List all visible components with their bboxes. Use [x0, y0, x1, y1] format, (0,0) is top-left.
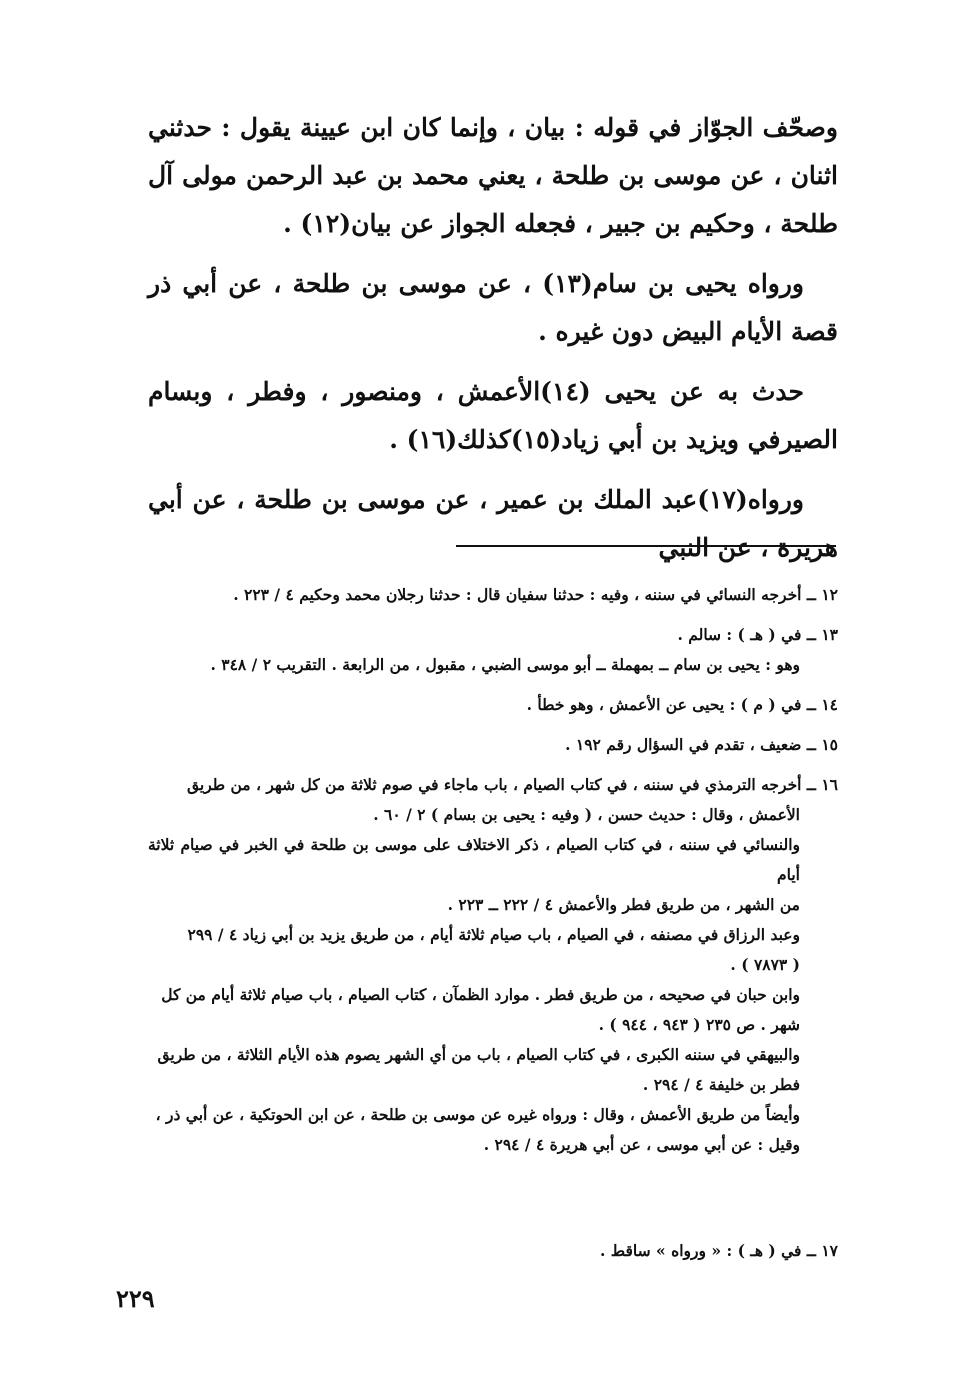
footnote-line: من الشهر ، من طريق فطر والأعمش ٤ / ٢٢٢ ــ ٢٢٣ . — [447, 895, 800, 914]
footnote-line: وقيل : عن أبي موسى ، عن أبي هريرة ٤ / ٢٩٤ . — [483, 1135, 800, 1154]
footnote-line: والبيهقي في سننه الكبرى ، في كتاب الصيام ، باب من أي الشهر يصوم هذه الأيام الثلاثة ، من طريق — [157, 1045, 800, 1064]
main-paragraph: ورواه(١٧)عبد الملك بن عمير ، عن موسى بن طلحة ، عن أبي هريرة ، عن النبي — [148, 485, 838, 562]
footnote-line: ( ٧٨٧٣ ) . — [730, 955, 800, 974]
footnote-line: ١٧ ــ في ( هـ ) : « ورواه » ساقط . — [599, 1241, 838, 1260]
footnote-line: وأيضاً من طريق الأعمش ، وقال : ورواه غيره عن موسى بن طلحة ، عن ابن الحوتكية ، عن أبي ذر ، — [155, 1105, 800, 1124]
footnote-line: ١٦ ــ أخرجه الترمذي في سننه ، في كتاب الصيام ، باب ماجاء في صوم ثلاثة من كل شهر ، من طريق — [186, 775, 838, 794]
footnote-line: ١٣ ــ في ( هـ ) : سالم . — [677, 625, 838, 644]
page-number: ٢٢٩ — [116, 1284, 155, 1313]
footnote-17 — [148, 1241, 838, 1260]
main-paragraph: حدث به عن يحيى (١٤)الأعمش ، ومنصور ، وفطر ، وبسام الصيرفي ويزيد بن أبي زياد(١٥)كذلك(١٦) . — [148, 377, 838, 454]
footnote-line: الأعمش ، وقال : حديث حسن ، ( وفيه : يحيى بن بسام ) ٢ / ٦٠ . — [373, 805, 800, 824]
main-paragraph: وصحّف الجوّاز في قوله : بيان ، وإنما كان ابن عيينة يقول : حدثني اثنان ، عن موسى بن طلحة ، يعني محمد بن عبد الرحمن مولى آل طلحة ، وحكيم بن جبير ، فجعله الجواز عن بيان(١٢) . — [148, 113, 838, 238]
footnote-line: وابن حبان في صحيحه ، من طريق فطر . موارد الظمآن ، كتاب الصيام ، باب صيام ثلاثة أيام من كل — [161, 985, 800, 1004]
footnote-line: ١٤ ــ في ( م ) : يحيى عن الأعمش ، وهو خطأ . — [526, 695, 838, 714]
footnote-16 — [148, 770, 838, 1160]
footnote-12 — [148, 580, 838, 610]
footnote-line: ١٥ ــ ضعيف ، تقدم في السؤال رقم ١٩٢ . — [565, 735, 838, 754]
footnote-line: ١٢ ــ أخرجه النسائي في سننه ، وفيه : حدثنا سفيان قال : حدثنا رجلان محمد وحكيم ٤ / ٢٢٣ . — [233, 585, 838, 604]
footnote-line: وهو : يحيى بن سام ــ بمهملة ــ أبو موسى الضبي ، مقبول ، من الرابعة . التقريب ٢ / ٣٤٨ . — [210, 655, 800, 674]
main-paragraph: ورواه يحيى بن سام(١٣) ، عن موسى بن طلحة ، عن أبي ذر قصة الأيام البيض دون غيره . — [148, 269, 838, 346]
footnote-line: فطر بن خليفة ٤ / ٢٩٤ . — [642, 1075, 800, 1094]
footnote-line: شهر . ص ٢٣٥ ( ٩٤٣ ، ٩٤٤ ) . — [598, 1015, 800, 1034]
footnote-line: والنسائي في سننه ، في كتاب الصيام ، ذكر الاختلاف على موسى بن طلحة في الخبر في صيام ثلاثة أيام — [148, 835, 800, 884]
footnote-line: وعبد الرزاق في مصنفه ، في الصيام ، باب صيام ثلاثة أيام ، من طريق يزيد بن أبي زياد ٤ / ٢٩٩ — [187, 925, 800, 944]
footnote-14 — [148, 690, 838, 720]
footnote-13 — [148, 620, 838, 680]
footnote-15 — [148, 730, 838, 760]
footnotes — [148, 580, 838, 1170]
footnote-separator — [456, 545, 836, 547]
main-text — [148, 104, 838, 584]
